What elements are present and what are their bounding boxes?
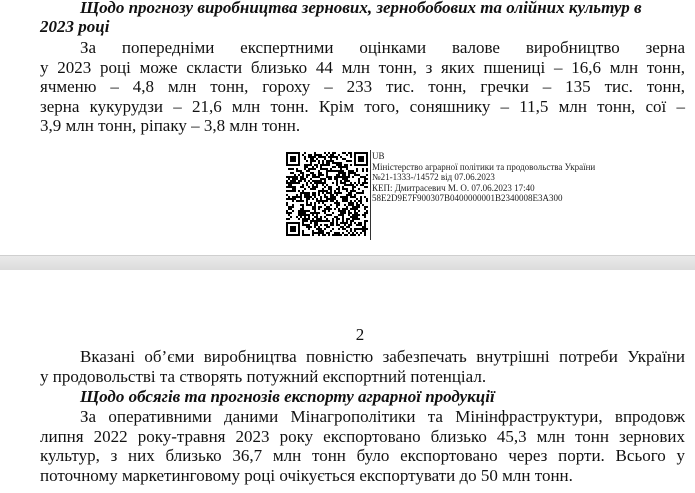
- text-line: у продовольстві та створять потужний експортний потенціал.: [40, 366, 487, 386]
- text-line: ячменю – 4,8 млн тонн, гороху – 233 тис. тонн, гречки – 135 тис. тонн,: [40, 77, 685, 96]
- e-signature-stamp: [372, 151, 595, 204]
- qr-code: [286, 152, 368, 236]
- stamp-line: КЕП: Дмитрасевич М. О. 07.06.2023 17:40: [372, 182, 535, 193]
- page-number: 2: [355, 325, 365, 344]
- stamp-line: 58E2D9E7F900307B0400000001B2340008E3A300: [372, 193, 563, 204]
- export-paragraph: [40, 407, 685, 485]
- text-line: 3,9 млн тонн, ріпаку – 3,8 млн тонн.: [40, 116, 301, 135]
- section-heading-export: Щодо обсягів та прогнозів експорту аграрної продукції: [80, 387, 495, 406]
- section-heading-forecast-cont: 2023 році: [40, 17, 110, 36]
- text-line: поточному маркетинговому році очікується експортувати до 50 млн тонн.: [40, 465, 573, 485]
- text-line: зерна кукурудзи – 21,6 млн тонн. Крім того, соняшнику – 11,5 млн тонн, сої –: [40, 96, 685, 116]
- text-line: За попередніми експертними оцінками валове виробництво зерна: [80, 38, 685, 57]
- stamp-line: №21-1333-/14572 від 07.06.2023: [372, 172, 495, 183]
- production-summary-paragraph: [40, 347, 685, 386]
- stamp-line: UB: [372, 151, 385, 161]
- section-heading-forecast: Щодо прогнозу виробництва зернових, зернобобових та олійних культур в: [80, 0, 642, 17]
- page-separator: [0, 255, 695, 271]
- text-line: культур, з них близько 36,7 млн тонн було експортовано через порти. Всього у: [40, 446, 685, 465]
- text-line: Вказані об’єми виробництва повністю забезпечать внутрішні потреби України: [80, 347, 685, 366]
- stamp-line: Міністерство аграрної політики та продовольства України: [372, 161, 596, 172]
- text-line: липня 2022 року-травня 2023 року експортовано близько 45,3 млн тонн зернових: [40, 426, 685, 446]
- stamp-divider: [370, 150, 371, 240]
- text-line: За оперативними даними Мінагрополітики та Мінінфраструктури, впродовж: [80, 407, 685, 426]
- forecast-paragraph: [40, 38, 685, 136]
- text-line: у 2023 році може скласти близько 44 млн тонн, з яких пшениці – 16,6 млн тонн,: [40, 57, 685, 77]
